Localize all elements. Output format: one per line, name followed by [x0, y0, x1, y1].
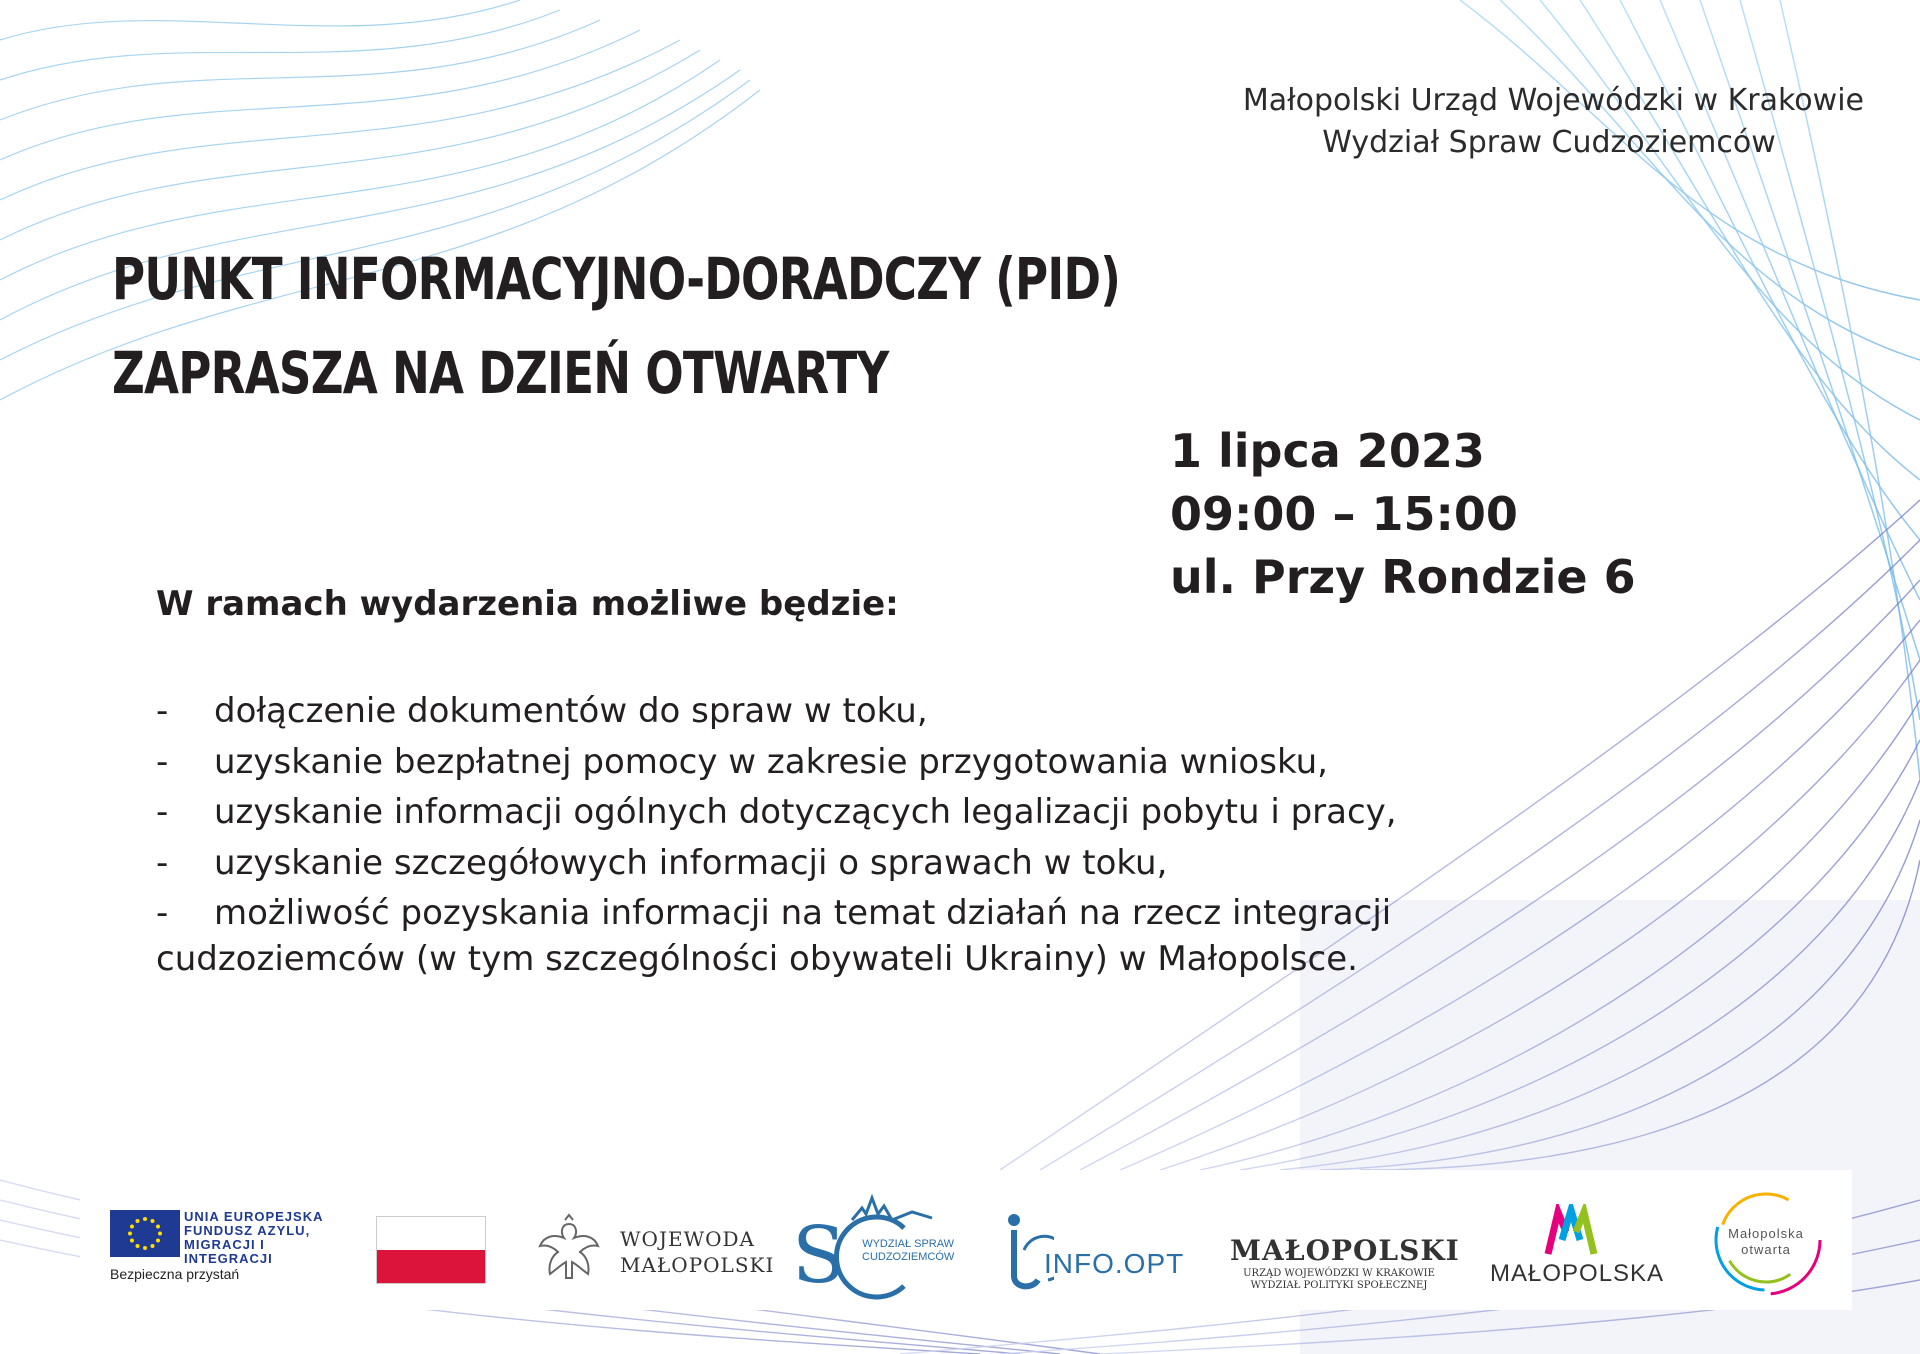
list-item: [156, 737, 1456, 788]
organization-header: [1144, 80, 1864, 164]
malopolska-logo-icon: [1544, 1204, 1598, 1256]
eagle-emblem-icon: [532, 1212, 606, 1286]
list-item-continuation: cudzoziemców (w tym szczególności obywateli Ukrainy) w Małopolsce.: [156, 939, 1358, 979]
bullet-dash: -: [156, 842, 169, 883]
list-item: [156, 838, 1456, 889]
department-name: Wydział Spraw Cudzoziemców: [1322, 125, 1776, 160]
headline: [112, 232, 1120, 420]
list-item-text: uzyskanie informacji ogólnych dotyczących legalizacji pobytu i pracy,: [214, 792, 1397, 832]
bullet-dash: -: [156, 741, 169, 782]
wsc-line-2: CUDZOZIEMCÓW: [862, 1251, 955, 1263]
wojewoda-line-1: WOJEWODA: [620, 1227, 756, 1251]
partner-logos-bar: [80, 1170, 1852, 1310]
office-name: Małopolski Urząd Wojewódzki w Krakowie: [1242, 83, 1864, 118]
svg-text:S: S: [792, 1211, 846, 1300]
wsc-line-1: WYDZIAŁ SPRAW: [862, 1238, 955, 1250]
bullet-dash: -: [156, 792, 169, 832]
malopolski-sub-2: WYDZIAŁ POLITYKI SPOŁECZNEJ: [1250, 1280, 1428, 1291]
eu-fund-name: [184, 1210, 344, 1266]
malopolska-logo-text: MAŁOPOLSKA: [1490, 1260, 1665, 1287]
list-item-text: uzyskanie bezpłatnej pomocy w zakresie przygotowania wniosku,: [214, 741, 1328, 782]
headline-line-2: ZAPRASZA NA DZIEŃ OTWARTY: [112, 339, 889, 407]
otwarta-line-2: otwarta: [1741, 1242, 1791, 1257]
eu-flag-icon: [110, 1210, 180, 1257]
list-item-text: możliwość pozyskania informacji na temat działań na rzecz integracji: [214, 893, 1392, 933]
list-item: [156, 888, 1456, 939]
eu-line-2: FUNDUSZ AZYLU,: [184, 1223, 311, 1238]
eu-line-3: MIGRACJI I INTEGRACJI: [184, 1237, 273, 1266]
event-date: 1 lipca 2023: [1170, 424, 1485, 478]
info-opt-text: INFO.OPT: [1044, 1248, 1185, 1279]
activities-list: [156, 686, 1456, 939]
wojewoda-logo-text: [620, 1226, 774, 1278]
malopolska-otwarta-text: [1716, 1226, 1816, 1258]
event-address: ul. Przy Rondzie 6: [1170, 550, 1636, 604]
eu-project-name: Bezpieczna przystań: [110, 1266, 240, 1282]
event-details: [1170, 420, 1636, 609]
bullet-dash: -: [156, 893, 169, 933]
event-time: 09:00 – 15:00: [1170, 487, 1518, 541]
headline-line-1: PUNKT INFORMACYJNO-DORADCZY (PID): [112, 245, 1121, 313]
list-item: [156, 787, 1456, 838]
malopolski-logo-title: MAŁOPOLSKI: [1230, 1234, 1460, 1267]
malopolski-logo-sub: [1234, 1268, 1444, 1292]
wsc-logo-text: [862, 1238, 954, 1264]
malopolski-sub-1: URZĄD WOJEWÓDZKI W KRAKOWIE: [1243, 1268, 1435, 1279]
list-intro: W ramach wydarzenia możliwe będzie:: [156, 584, 899, 624]
bullet-dash: -: [156, 691, 169, 731]
polish-flag-icon: [376, 1216, 486, 1284]
otwarta-line-1: Małopolska: [1728, 1226, 1804, 1241]
list-item-text: uzyskanie szczegółowych informacji o sprawach w toku,: [214, 842, 1168, 883]
eu-line-1: UNIA EUROPEJSKA: [184, 1209, 324, 1224]
list-item: [156, 686, 1456, 737]
wojewoda-line-2: MAŁOPOLSKI: [620, 1253, 775, 1277]
list-item-text: dołączenie dokumentów do spraw w toku,: [214, 691, 928, 731]
